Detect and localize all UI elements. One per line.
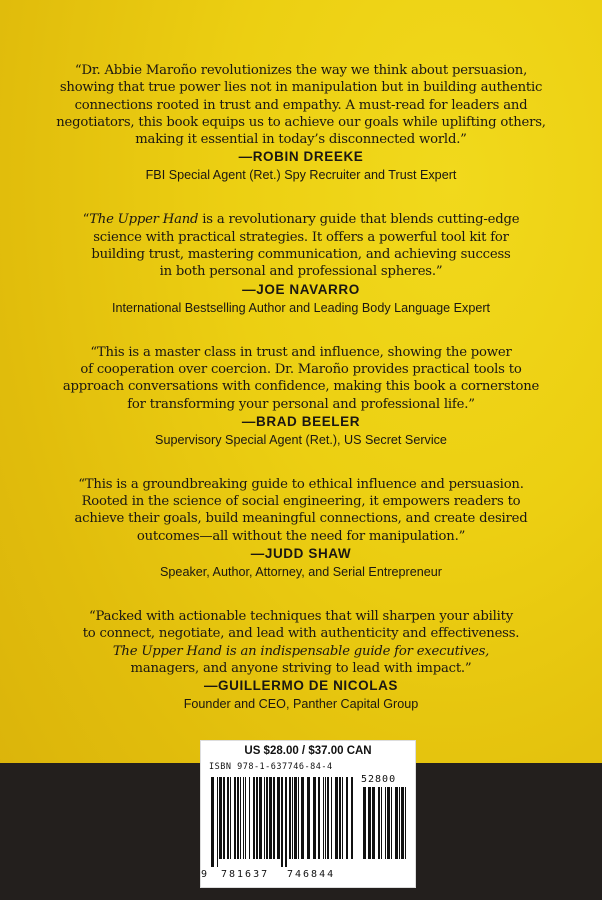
barcode-digit-left: 781637	[221, 869, 270, 880]
endorser-name: —BRAD BEELER	[241, 413, 361, 429]
barcode-digit-prefix: 9	[201, 869, 208, 880]
quote-text: “Dr. Abbie Maroño revolutionizes the way we think about persuasion, showing that true power lies not in manipulation but in building authentic connections rooted in trust and empathy. A must-read for leaders and negotiators, this book equips us to achieve our goals while uplifting others, making it essential in today’s disconnected world.”	[56, 63, 546, 148]
endorser-name: —ROBIN DREEKE	[238, 149, 364, 165]
endorsement-robin-dreeke	[0, 62, 602, 184]
barcode-panel	[200, 740, 416, 888]
quote-text: “The Upper Hand is a revolutionary guide that blends cutting-edge science with practical strategies. It offers a powerful tool kit for building trust, mastering communication, and achieving success in both personal and professional spheres.”	[82, 212, 520, 280]
endorsement-guillermo-de-nicolas	[0, 608, 602, 713]
barcode-digit-right: 746844	[287, 869, 336, 880]
endorser-role: FBI Special Agent (Ret.) Spy Recruiter and Trust Expert	[145, 168, 457, 183]
price-label: US $28.00 / $37.00 CAN	[244, 745, 372, 757]
endorsement-judd-shaw	[0, 476, 602, 581]
endorser-name: —JOE NAVARRO	[242, 281, 360, 297]
endorsement-joe-navarro	[0, 211, 602, 316]
endorsements	[0, 62, 602, 713]
quote-text: “This is a master class in trust and influence, showing the power of cooperation over coercion. Dr. Maroño provides practical tools to approach conversations with confidence, making this book a cornerstone for transforming your personal and professional life.”	[62, 344, 540, 412]
addon-digits: 52800	[361, 774, 397, 785]
endorser-role: International Bestselling Author and Leading Body Language Expert	[111, 300, 491, 315]
endorser-role: Supervisory Special Agent (Ret.), US Secret Service	[155, 432, 447, 447]
quote-text: “Packed with actionable techniques that will sharpen your ability to connect, negotiate, and lead with authenticity and effectiveness. The Upper Hand is an indispensable guide for executives, managers, and anyone striving to lead with impact.”	[82, 609, 520, 676]
book-title: The Upper Hand	[89, 212, 199, 228]
endorser-name: —GUILLERMO DE NICOLAS	[203, 678, 399, 694]
endorsement-brad-beeler	[0, 344, 602, 449]
quote-text: “This is a groundbreaking guide to ethical influence and persuasion. Rooted in the science of social engineering, it empowers readers to achieve their goals, build meaningful connections, and create desired outcomes—all without the need for manipulation.”	[74, 476, 528, 544]
isbn-barcode	[209, 777, 355, 867]
endorser-role: Founder and CEO, Panther Capital Group	[183, 697, 419, 712]
price-addon-barcode	[361, 787, 409, 867]
isbn-label: ISBN 978-1-637746-84-4	[209, 762, 333, 772]
endorser-name: —JUDD SHAW	[250, 546, 352, 562]
endorser-role: Speaker, Author, Attorney, and Serial Entrepreneur	[160, 565, 442, 580]
